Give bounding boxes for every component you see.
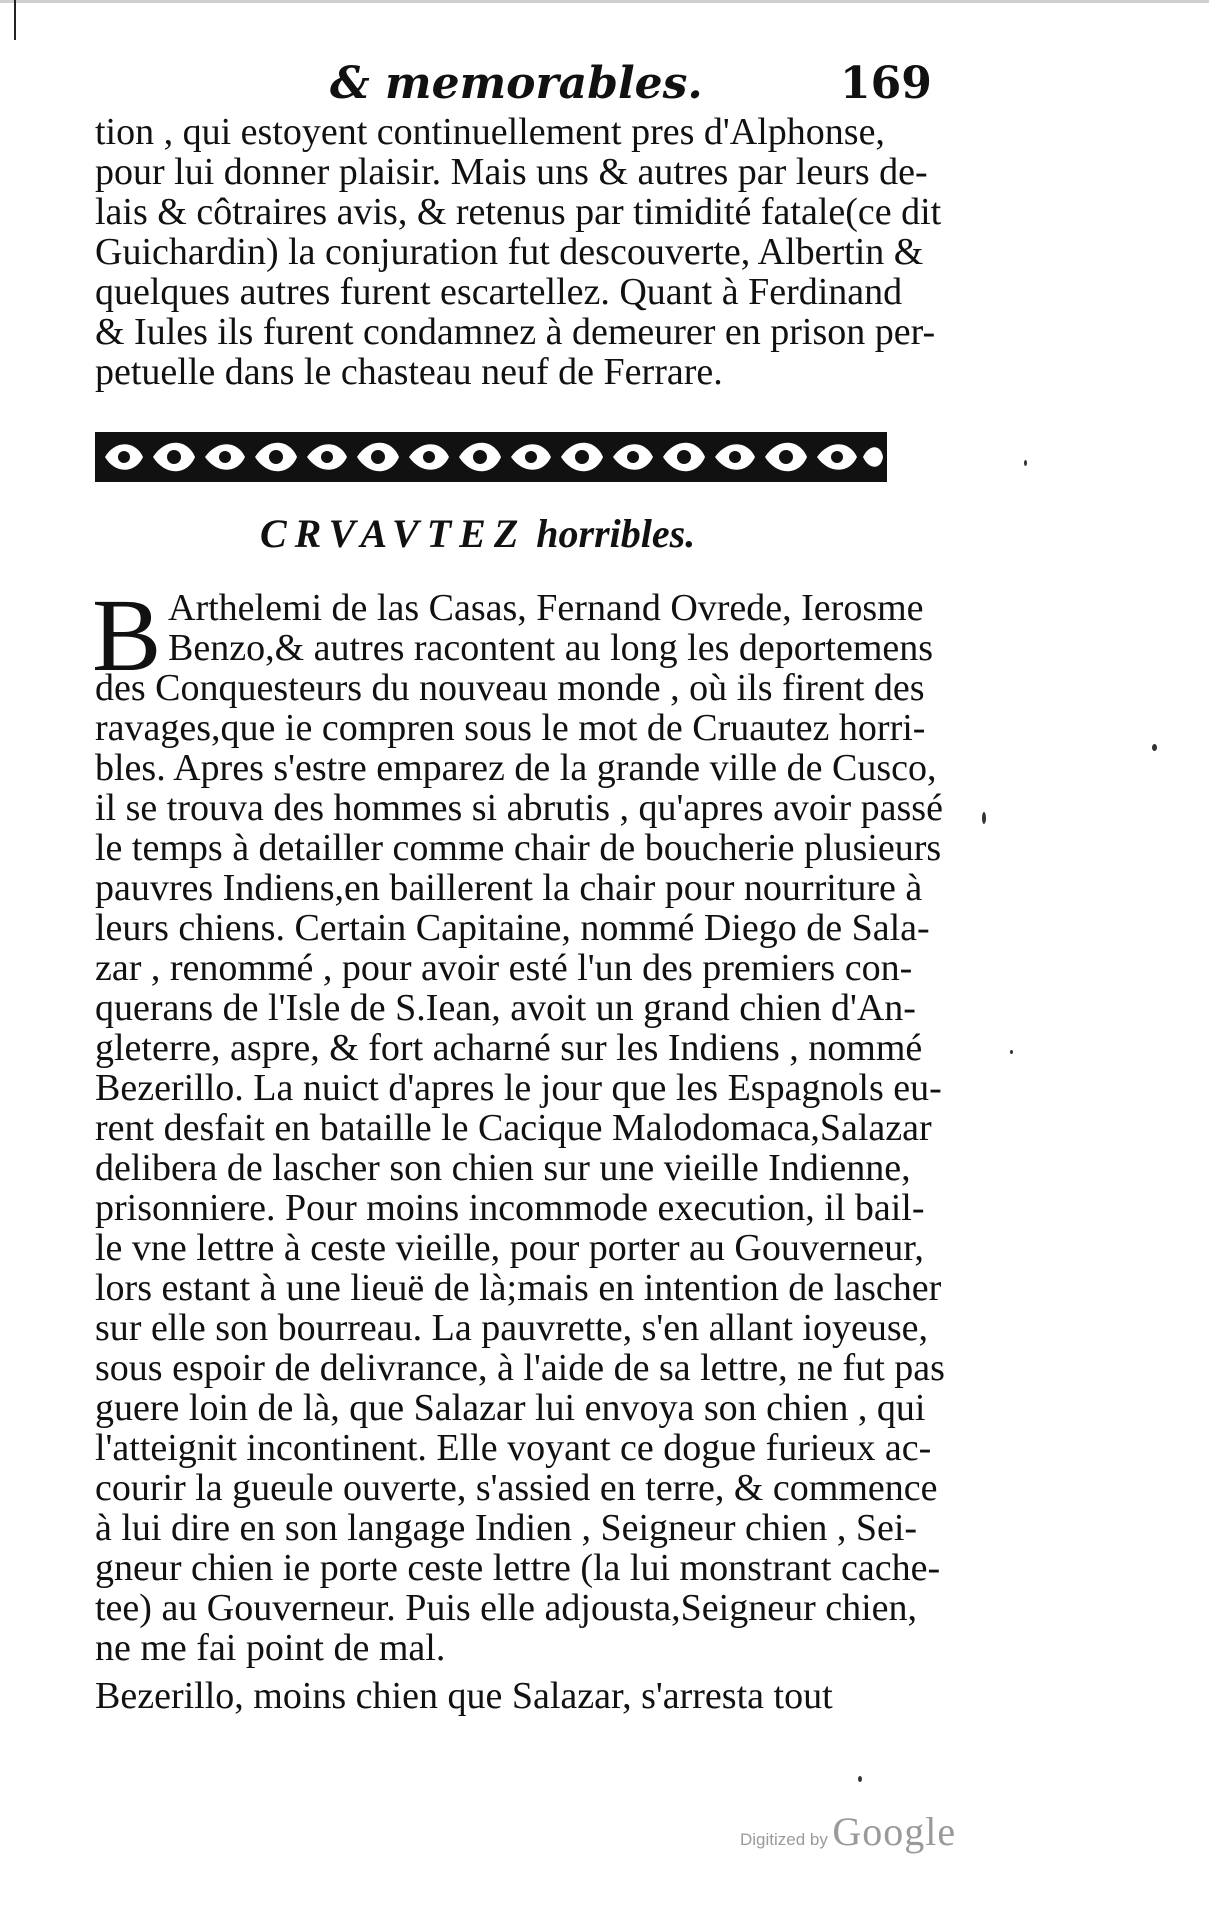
watermark-brand: Google [832,1809,957,1854]
text-line: petuelle dans le chasteau neuf de Ferrare. [95,351,723,393]
text-line: le vne lettre à ceste vieille, pour porter au Gouverneur, [95,1227,924,1269]
scan-speck [1010,1050,1013,1054]
text-line: sous espoir de delivrance, à l'aide de sa lettre, ne fut pas [95,1347,945,1389]
text-line: guere loin de là, que Salazar lui envoya son chien , qui [95,1387,926,1429]
text-line: gleterre, aspre, & fort acharné sur les Indiens , nommé [95,1027,923,1069]
text-line: il se trouva des hommes si abrutis , qu'apres avoir passé [95,787,943,829]
binding-edge [14,0,16,40]
text-line: sur elle son bourreau. La pauvrette, s'en allant ioyeuse, [95,1307,929,1349]
section-title-caps: CRVAVTEZ [260,511,527,556]
text-line: courir la gueule ouverte, s'assied en terre, & commence [95,1467,938,1509]
decorative-headpiece [95,428,887,486]
text-line: lors estant à une lieuë de là;mais en intention de lascher [95,1267,942,1309]
text-line: bles. Apres s'estre emparez de la grande ville de Cusco, [95,747,937,789]
text-line: querans de l'Isle de S.Iean, avoit un grand chien d'An- [95,987,916,1029]
text-line: ne me fai point de mal. [95,1627,446,1669]
text-line: lais & côtraires avis, & retenus par timidité fatale(ce dit [95,191,942,233]
text-line: pour lui donner plaisir. Mais uns & autres par leurs de- [95,151,928,193]
scan-speck [1152,744,1157,751]
text-line: & Iules ils furent condamnez à demeurer en prison per- [95,311,936,353]
scan-top-edge [0,0,1209,3]
text-line: quelques autres furent escartellez. Quant à Ferdinand [95,271,903,313]
text-line: l'atteignit incontinent. Elle voyant ce dogue furieux ac- [95,1427,932,1469]
text-line: à lui dire en son langage Indien , Seigneur chien , Sei- [95,1507,918,1549]
section-title [260,510,695,557]
text-line: tee) au Gouverneur. Puis elle adjousta,Seigneur chien, [95,1587,918,1629]
text-line: delibera de lascher son chien sur une vieille Indienne, [95,1147,911,1189]
text-line: zar , renommé , pour avoir esté l'un des premiers con- [95,947,913,989]
running-head: & memorables. [330,58,703,109]
drop-cap: B [92,578,162,693]
text-line: Guichardin) la conjuration fut descouverte, Albertin & [95,231,924,273]
text-line: leurs chiens. Certain Capitaine, nommé Diego de Sala- [95,907,930,949]
watermark-prefix: Digitized by [740,1830,828,1849]
text-line: gneur chien ie porte ceste lettre (la lui monstrant cache- [95,1547,941,1589]
page-number: 169 [840,58,932,109]
digitization-watermark [740,1808,956,1855]
text-line: rent desfait en bataille le Cacique Malodomaca,Salazar [95,1107,932,1149]
text-line: Arthelemi de las Casas, Fernand Ovrede, Ierosme [168,587,924,629]
text-line: tion , qui estoyent continuellement pres d'Alphonse, [95,111,885,153]
text-line: Bezerillo, moins chien que Salazar, s'arresta tout [95,1675,833,1717]
text-line: Bezerillo. La nuict d'apres le jour que les Espagnols eu- [95,1067,942,1109]
text-line: ravages,que ie compren sous le mot de Cruautez horri- [95,707,926,749]
text-line: des Conquesteurs du nouveau monde , où ils firent des [95,667,925,709]
text-line: pauvres Indiens,en baillerent la chair pour nourriture à [95,867,923,909]
text-line: prisonniere. Pour moins incommode execution, il bail- [95,1187,925,1229]
scan-speck [1024,460,1027,466]
scan-speck [858,1776,862,1782]
section-title-italic: horribles. [536,511,696,556]
text-line: le temps à detailler comme chair de boucherie plusieurs [95,827,942,869]
text-line: Benzo,& autres racontent au long les deportemens [168,627,934,669]
scan-speck [982,812,986,824]
